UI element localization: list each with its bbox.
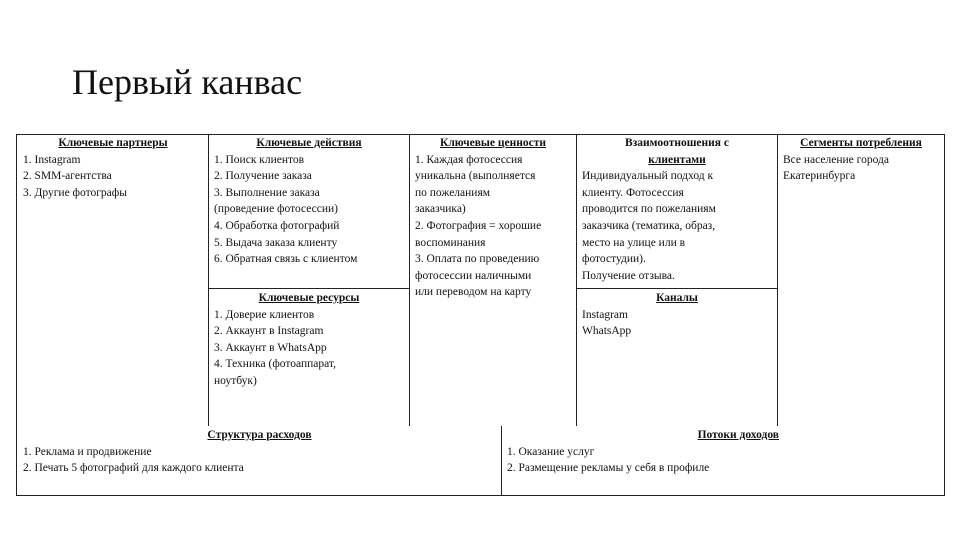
cost-structure-header: Структура расходов bbox=[207, 429, 312, 441]
cell-cost-structure bbox=[18, 427, 501, 477]
value-propositions-header: Ключевые ценности bbox=[439, 137, 546, 149]
canvas-border-right bbox=[944, 134, 945, 496]
divider-activities-resources bbox=[208, 288, 409, 289]
list-item: 2. Получение заказа bbox=[214, 170, 312, 183]
cell-channels bbox=[577, 290, 777, 340]
list-item: фотосессии наличными bbox=[415, 269, 532, 282]
cell-revenue-streams bbox=[502, 427, 944, 477]
cell-key-activities bbox=[209, 135, 409, 268]
list-item: воспоминания bbox=[415, 236, 486, 249]
list-item: 4. Техника (фотоаппарат, bbox=[214, 358, 336, 371]
list-item: 2. Фотография = хорошие bbox=[415, 219, 542, 232]
cell-key-resources bbox=[209, 290, 409, 390]
list-item: 1. Доверие клиентов bbox=[214, 308, 315, 321]
list-item: заказчика) bbox=[415, 203, 466, 216]
cell-key-partners bbox=[18, 135, 208, 201]
list-item: 1. Реклама и продвижение bbox=[23, 445, 152, 458]
cell-customer-segments bbox=[778, 135, 944, 185]
business-model-canvas bbox=[16, 134, 945, 496]
list-item: (проведение фотосессии) bbox=[214, 203, 338, 216]
list-item: заказчика (тематика, образ, bbox=[582, 219, 716, 232]
list-item: 2. Аккаунт в Instagram bbox=[214, 325, 324, 338]
canvas-border-left bbox=[16, 134, 17, 496]
list-item: 3. Выполнение заказа bbox=[214, 186, 320, 199]
list-item: Получение отзыва. bbox=[582, 269, 675, 282]
relationships-header-line2: клиентами bbox=[648, 153, 706, 166]
list-item: Индивидуальный подход к bbox=[582, 170, 714, 183]
list-item: по пожеланиям bbox=[415, 186, 491, 199]
key-activities-header: Ключевые действия bbox=[256, 137, 362, 149]
list-item: Все население города bbox=[783, 153, 889, 166]
list-item: 1. Instagram bbox=[23, 153, 81, 166]
canvas-border-bottom bbox=[16, 495, 945, 496]
list-item: Екатеринбурга bbox=[783, 170, 856, 183]
list-item: 2. Печать 5 фотографий для каждого клиента bbox=[23, 462, 244, 475]
relationships-header-line1: Взаимоотношения с bbox=[625, 137, 729, 149]
list-item: Instagram bbox=[582, 308, 628, 321]
revenue-streams-header: Потоки доходов bbox=[697, 429, 779, 441]
channels-header: Каналы bbox=[656, 292, 698, 304]
list-item: 3. Оплата по проведению bbox=[415, 253, 540, 266]
list-item: проводится по пожеланиям bbox=[582, 203, 716, 216]
customer-segments-header: Сегменты потребления bbox=[800, 137, 922, 149]
list-item: ноутбук) bbox=[214, 374, 257, 387]
list-item: 3. Другие фотографы bbox=[23, 186, 127, 199]
slide-title: Первый канвас bbox=[72, 62, 303, 102]
list-item: 2. Размещение рекламы у себя в профиле bbox=[507, 462, 710, 475]
list-item: или переводом на карту bbox=[415, 286, 532, 299]
list-item: 2. SMM-агентства bbox=[23, 170, 112, 183]
list-item: 6. Обратная связь с клиентом bbox=[214, 253, 358, 266]
list-item: 3. Аккаунт в WhatsApp bbox=[214, 341, 327, 354]
list-item: 5. Выдача заказа клиенту bbox=[214, 236, 338, 249]
list-item: фотостудии). bbox=[582, 253, 646, 266]
list-item: 4. Обработка фотографий bbox=[214, 219, 340, 232]
key-partners-header: Ключевые партнеры bbox=[58, 137, 168, 149]
list-item: WhatsApp bbox=[582, 325, 632, 338]
list-item: уникальна (выполняется bbox=[415, 170, 536, 183]
list-item: клиенту. Фотосессия bbox=[582, 186, 684, 199]
divider-relations-channels bbox=[576, 288, 777, 289]
list-item: 1. Поиск клиентов bbox=[214, 153, 305, 166]
cell-customer-relationships bbox=[577, 135, 777, 284]
key-resources-header: Ключевые ресурсы bbox=[258, 292, 360, 304]
list-item: 1. Оказание услуг bbox=[507, 445, 595, 458]
cell-value-propositions bbox=[410, 135, 576, 301]
list-item: 1. Каждая фотосессия bbox=[415, 153, 523, 166]
list-item: место на улице или в bbox=[582, 236, 686, 249]
